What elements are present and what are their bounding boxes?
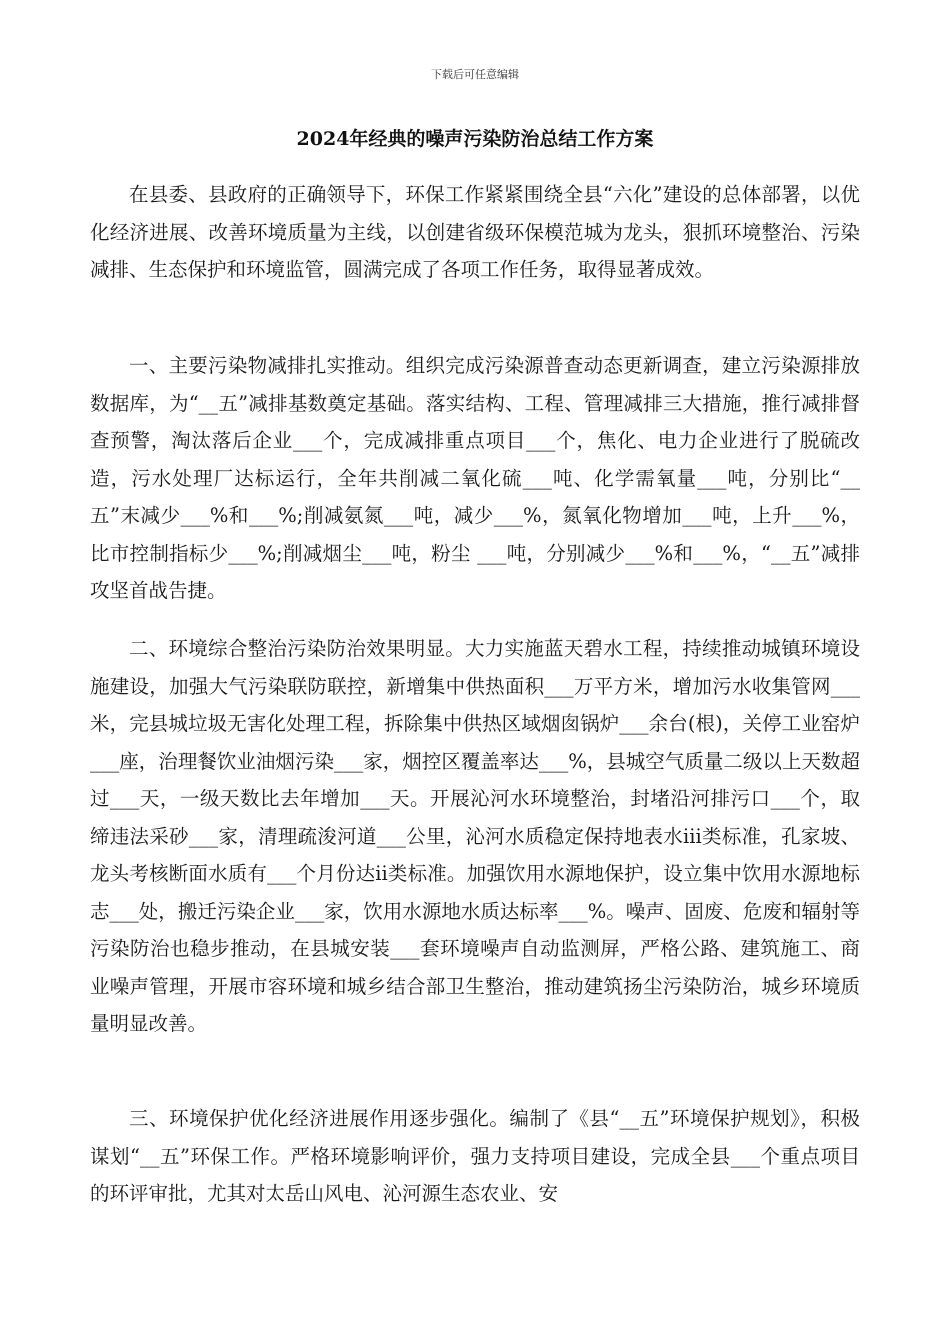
paragraph-section-3: 三、环境保护优化经济进展作用逐步强化。编制了《县“__五”环境保护规划》，积极谋划“__五”环保工作。严格环境影响评价，强力支持项目建设，完成全县___个重点项目的环评审批，尤其对太岳山风电、沁河源生态农业、安: [90, 1107, 860, 1205]
paragraph-section-2: 二、环境综合整治污染防治效果明显。大力实施蓝天碧水工程，持续推动城镇环境设施建设，加强大气污染联防联控，新增集中供热面积___万平方米，增加污水收集管网___米，完县城垃圾无害化处理工程，拆除集中供热区域烟囱锅炉___余台(根)，关停工业窑炉___座，治理餐饮业油烟污染___家，烟控区覆盖率达___%，县城空气质量二级以上天数超过___天，一级天数比去年增加___天。开展沁河水环境整治，封堵沿河排污口___个，取缔违法采砂___家，清理疏浚河道___公里，沁河水质稳定保持地表水iii类标准，孔家坡、龙头考核断面水质有___个月份达ii类标准。加强饮用水源地保护，设立集中饮用水源地标志___处，搬迁污染企业___家，饮用水源地水质达标率___%。噪声、固废、危废和辐射等污染防治也稳步推动，在县城安装___套环境噪声自动监测屏，严格公路、建筑施工、商业噪声管理，开展市容环境和城乡结合部卫生整治，推动建筑扬尘污染防治，城乡环境质量明显改善。: [90, 637, 860, 1035]
paragraph-intro: 在县委、县政府的正确领导下，环保工作紧紧围绕全县“六化”建设的总体部署，以优化经济进展、改善环境质量为主线，以创建省级环保模范城为龙头，狠抓环境整治、污染减排、生态保护和环境监管，圆满完成了各项工作任务，取得显著成效。: [90, 183, 860, 281]
document-title: 2024年经典的噪声污染防治总结工作方案: [296, 128, 654, 150]
header-note: 下载后可任意编辑: [431, 68, 519, 81]
paragraph-section-1: 一、主要污染物减排扎实推动。组织完成污染源普查动态更新调查，建立污染源排放数据库，为“__五”减排基数奠定基础。落实结构、工程、管理减排三大措施，推行减排督查预警，淘汰落后企业___个，完成减排重点项目___个，焦化、电力企业进行了脱硫改造，污水处理厂达标运行，全年共削减二氧化硫___吨、化学需氧量___吨，分别比“__五”末减少___%和___%;削减氨氮___吨，减少___%，氮氧化物增加___吨，上升___%，比市控制指标少___%;削减烟尘___吨，粉尘 ___吨，分别减少___%和___%，“__五”减排攻坚首战告捷。: [90, 354, 860, 602]
